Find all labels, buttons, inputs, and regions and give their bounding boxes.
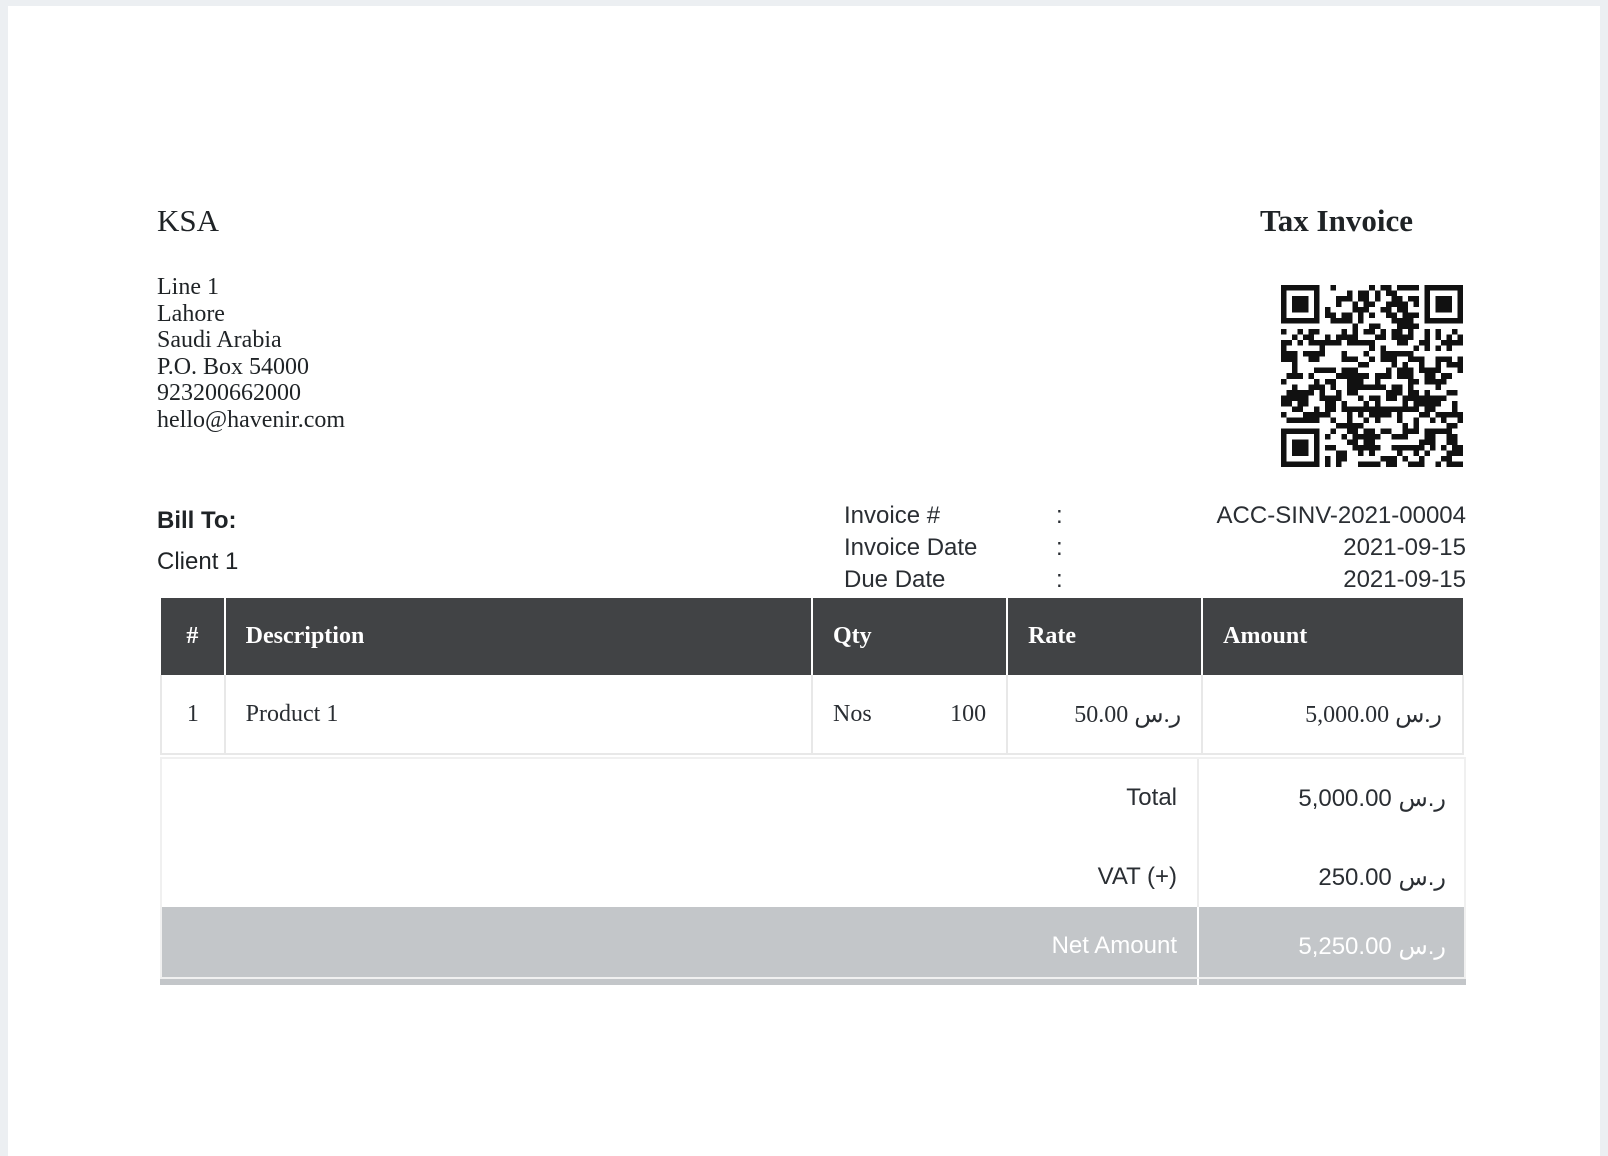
vat-amount: 250.00 ر.س	[1318, 863, 1446, 891]
column-header-description: Description	[225, 598, 812, 675]
total-row	[160, 757, 1466, 839]
meta-colon: :	[1056, 534, 1063, 561]
items-header-row	[161, 598, 1463, 675]
company-address	[157, 274, 345, 433]
qr-code-icon	[1281, 285, 1463, 467]
due-date: 2021-09-15	[1343, 566, 1466, 593]
row-qty-value: 100	[950, 700, 987, 727]
row-description: Product 1	[225, 675, 812, 754]
address-line: Line 1	[157, 274, 219, 300]
address-line: Saudi Arabia	[157, 327, 282, 353]
net-amount: 5,250.00 ر.س	[1298, 932, 1446, 960]
row-rate	[1007, 675, 1202, 754]
address-line: hello@havenir.com	[157, 406, 346, 433]
company-name: KSA	[157, 203, 220, 238]
column-header-rate: Rate	[1007, 598, 1202, 675]
column-header-amount: Amount	[1202, 598, 1463, 675]
column-header-qty: Qty	[812, 598, 1007, 675]
row-amount	[1202, 675, 1463, 754]
bill-to-client: Client 1	[157, 548, 239, 575]
items-table	[160, 598, 1464, 755]
total-amount: 5,000.00 ر.س	[1298, 784, 1446, 812]
net-amount-value	[1198, 907, 1466, 985]
column-header-index: #	[161, 598, 225, 675]
total-label: Total	[1126, 784, 1177, 811]
meta-label: Invoice #	[844, 502, 941, 529]
address-line: P.O. Box 54000	[157, 353, 310, 380]
meta-row-invoice-number	[844, 500, 1466, 532]
bill-to-label: Bill To:	[157, 507, 237, 534]
address-line: Lahore	[157, 300, 225, 327]
table-row	[161, 675, 1463, 754]
vat-label: VAT (+)	[1097, 863, 1177, 890]
meta-colon: :	[1056, 502, 1063, 529]
invoice-page	[8, 6, 1600, 1156]
row-index: 1	[161, 675, 225, 754]
invoice-date: 2021-09-15	[1343, 534, 1466, 561]
vat-value	[1198, 839, 1466, 907]
document-title: Tax Invoice	[1259, 203, 1413, 238]
qr-modules	[1281, 285, 1463, 467]
invoice-meta	[844, 500, 1466, 596]
meta-colon: :	[1056, 566, 1063, 593]
meta-row-invoice-date	[844, 532, 1466, 564]
invoice-number: ACC-SINV-2021-00004	[1216, 502, 1466, 529]
row-qty	[812, 675, 1007, 754]
net-amount-row	[160, 907, 1466, 985]
vat-row	[160, 839, 1466, 907]
total-value	[1198, 757, 1466, 839]
row-rate-value: 50.00 ر.س	[1074, 701, 1182, 728]
net-amount-label: Net Amount	[160, 907, 1198, 985]
meta-row-due-date	[844, 564, 1466, 596]
totals-table	[160, 757, 1466, 985]
meta-label: Invoice Date	[844, 534, 978, 561]
row-uom: Nos	[832, 700, 872, 727]
address-line: 923200662000	[157, 380, 301, 406]
meta-label: Due Date	[844, 566, 946, 593]
row-amount-value: 5,000.00 ر.س	[1305, 701, 1442, 728]
